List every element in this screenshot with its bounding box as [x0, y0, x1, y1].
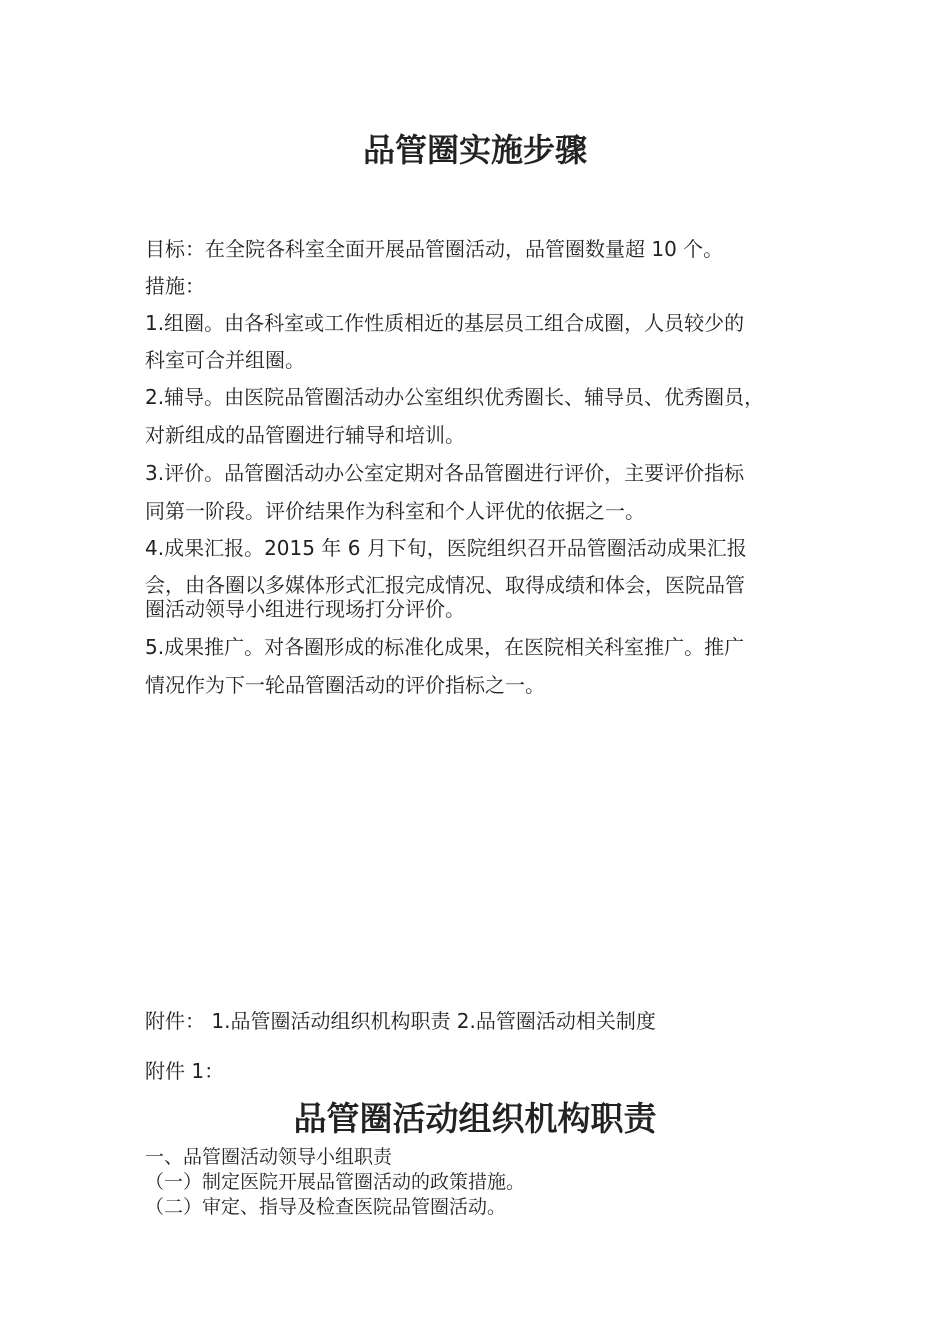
measure-line: 会，由各圈以多媒体形式汇报完成情况、取得成绩和体会，医院品管 — [145, 573, 745, 597]
document-title: 品管圈实施步骤 — [362, 131, 587, 169]
annex-title: 品管圈活动组织机构职责 — [293, 1099, 657, 1138]
measures-heading: 措施： — [145, 274, 205, 298]
measure-line: 3.评价。品管圈活动办公室定期对各品管圈进行评价，主要评价指标 — [145, 461, 745, 485]
measure-line: 2.辅导。由医院品管圈活动办公室组织优秀圈长、辅导员、优秀圈员， — [145, 385, 765, 409]
attachment1-label: 附件 1： — [145, 1059, 225, 1083]
measure-line: 同第一阶段。评价结果作为科室和个人评优的依据之一。 — [145, 499, 645, 523]
annex-line: （一）制定医院开展品管圈活动的政策措施。 — [145, 1171, 526, 1193]
measure-line: 科室可合并组圈。 — [145, 348, 305, 372]
measure-line: 4.成果汇报。2015 年 6 月下旬，医院组织召开品管圈活动成果汇报 — [145, 536, 747, 560]
measure-line: 圈活动领导小组进行现场打分评价。 — [145, 597, 465, 621]
attachments-line: 附件： 1.品管圈活动组织机构职责 2.品管圈活动相关制度 — [145, 1009, 656, 1033]
measure-line: 5.成果推广。对各圈形成的标准化成果，在医院相关科室推广。推广 — [145, 635, 745, 659]
measure-line: 情况作为下一轮品管圈活动的评价指标之一。 — [145, 673, 545, 697]
annex-line: （二）审定、指导及检查医院品管圈活动。 — [145, 1196, 507, 1218]
measure-line: 1.组圈。由各科室或工作性质相近的基层员工组合成圈，人员较少的 — [145, 311, 745, 335]
annex-line: 一、品管圈活动领导小组职责 — [145, 1146, 393, 1168]
goal-text: 目标：在全院各科室全面开展品管圈活动，品管圈数量超 10 个。 — [145, 237, 724, 261]
measure-line: 对新组成的品管圈进行辅导和培训。 — [145, 423, 465, 447]
